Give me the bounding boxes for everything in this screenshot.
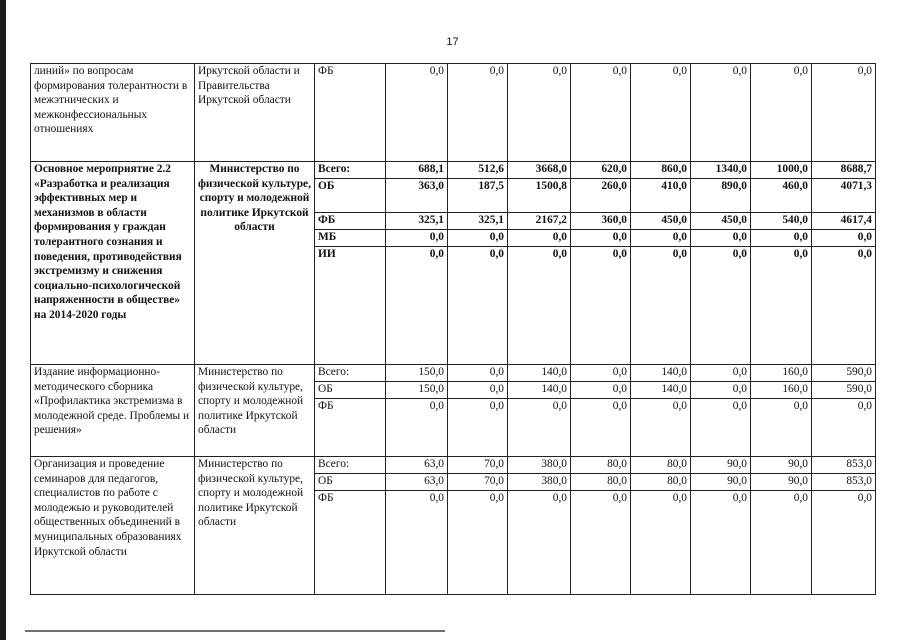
funding-source: ОБ: [315, 382, 386, 399]
year-value-cell: 0,0: [508, 491, 571, 595]
total-value-cell: 4617,4: [812, 213, 876, 230]
year-value-cell: 860,0: [631, 162, 691, 179]
year-value-cell: 380,0: [508, 474, 571, 491]
year-value-cell: 325,1: [386, 213, 448, 230]
year-value-cell: 0,0: [386, 399, 448, 457]
year-value-cell: 140,0: [631, 365, 691, 382]
table-row: [31, 365, 876, 382]
year-value-cell: 0,0: [448, 399, 508, 457]
event-executor: Министерство по физической культуре, спорту и молодежной политике Иркутской области: [195, 457, 315, 595]
event-executor: Министерство по физической культуре, спорту и молодежной политике Иркутской области: [195, 162, 315, 365]
year-value-cell: 90,0: [691, 457, 751, 474]
table-row: [31, 457, 876, 474]
table-row: [31, 162, 876, 179]
year-value-cell: 160,0: [751, 365, 812, 382]
year-value-cell: 0,0: [631, 399, 691, 457]
year-value-cell: 0,0: [571, 365, 631, 382]
funding-source: ФБ: [315, 64, 386, 162]
year-value-cell: 0,0: [691, 399, 751, 457]
event-description: линий» по вопросам формирования толерантности в межэтнических и межконфессиональных отношениях: [31, 64, 195, 162]
year-value-cell: 0,0: [691, 64, 751, 162]
year-value-cell: 0,0: [386, 491, 448, 595]
year-value-cell: 450,0: [691, 213, 751, 230]
total-value-cell: 0,0: [812, 230, 876, 247]
year-value-cell: 140,0: [508, 382, 571, 399]
year-value-cell: 0,0: [631, 491, 691, 595]
year-value-cell: 0,0: [571, 64, 631, 162]
year-value-cell: 1340,0: [691, 162, 751, 179]
year-value-cell: 150,0: [386, 382, 448, 399]
year-value-cell: 0,0: [751, 491, 812, 595]
funding-source: ОБ: [315, 474, 386, 491]
year-value-cell: 325,1: [448, 213, 508, 230]
year-value-cell: 0,0: [751, 64, 812, 162]
total-value-cell: 0,0: [812, 247, 876, 365]
year-value-cell: 0,0: [751, 247, 812, 365]
table-row: [31, 64, 876, 162]
total-value-cell: 0,0: [812, 399, 876, 457]
funding-source: ФБ: [315, 399, 386, 457]
year-value-cell: 0,0: [448, 365, 508, 382]
funding-source: Всего:: [315, 162, 386, 179]
year-value-cell: 0,0: [508, 64, 571, 162]
year-value-cell: 90,0: [691, 474, 751, 491]
year-value-cell: 80,0: [631, 457, 691, 474]
year-value-cell: 0,0: [691, 230, 751, 247]
budget-table: [30, 63, 876, 595]
year-value-cell: 540,0: [751, 213, 812, 230]
scan-edge-bar: [0, 0, 6, 640]
year-value-cell: 3668,0: [508, 162, 571, 179]
year-value-cell: 363,0: [386, 179, 448, 213]
year-value-cell: 0,0: [386, 247, 448, 365]
event-description: Основное мероприятие 2.2 «Разработка и реализация эффективных мер и механизмов в области формирования у граждан толерантного сознания и поведения, противодействия экстремизму и снижения социально-психологической напряженности в обществе» на 2014-2020 годы: [31, 162, 195, 365]
year-value-cell: 512,6: [448, 162, 508, 179]
year-value-cell: 1500,8: [508, 179, 571, 213]
total-value-cell: 853,0: [812, 457, 876, 474]
budget-table-body: [31, 64, 876, 595]
year-value-cell: 140,0: [631, 382, 691, 399]
year-value-cell: 410,0: [631, 179, 691, 213]
year-value-cell: 0,0: [691, 491, 751, 595]
year-value-cell: 0,0: [631, 64, 691, 162]
funding-source: МБ: [315, 230, 386, 247]
year-value-cell: 460,0: [751, 179, 812, 213]
year-value-cell: 0,0: [631, 230, 691, 247]
event-executor: Министерство по физической культуре, спорту и молодежной политике Иркутской области: [195, 365, 315, 457]
year-value-cell: 0,0: [751, 399, 812, 457]
year-value-cell: 80,0: [571, 457, 631, 474]
year-value-cell: 0,0: [386, 230, 448, 247]
event-description: Организация и проведение семинаров для педагогов, специалистов по работе с молодежью и руководителей общественных объединений в муниципальных образованиях Иркутской области: [31, 457, 195, 595]
year-value-cell: 160,0: [751, 382, 812, 399]
year-value-cell: 80,0: [571, 474, 631, 491]
funding-source: Всего:: [315, 457, 386, 474]
year-value-cell: 0,0: [751, 230, 812, 247]
year-value-cell: 0,0: [508, 247, 571, 365]
year-value-cell: 90,0: [751, 474, 812, 491]
year-value-cell: 187,5: [448, 179, 508, 213]
year-value-cell: 63,0: [386, 457, 448, 474]
year-value-cell: 0,0: [508, 230, 571, 247]
year-value-cell: 63,0: [386, 474, 448, 491]
year-value-cell: 0,0: [691, 382, 751, 399]
year-value-cell: 140,0: [508, 365, 571, 382]
year-value-cell: 380,0: [508, 457, 571, 474]
year-value-cell: 688,1: [386, 162, 448, 179]
year-value-cell: 890,0: [691, 179, 751, 213]
year-value-cell: 70,0: [448, 457, 508, 474]
year-value-cell: 360,0: [571, 213, 631, 230]
funding-source: ФБ: [315, 213, 386, 230]
total-value-cell: 0,0: [812, 64, 876, 162]
year-value-cell: 0,0: [508, 399, 571, 457]
year-value-cell: 260,0: [571, 179, 631, 213]
year-value-cell: 0,0: [571, 399, 631, 457]
year-value-cell: 0,0: [386, 64, 448, 162]
year-value-cell: 0,0: [448, 491, 508, 595]
year-value-cell: 0,0: [448, 382, 508, 399]
year-value-cell: 2167,2: [508, 213, 571, 230]
year-value-cell: 0,0: [448, 64, 508, 162]
total-value-cell: 8688,7: [812, 162, 876, 179]
event-description: Издание информационно-методического сборника «Профилактика экстремизма в молодежной среде. Проблемы и решения»: [31, 365, 195, 457]
year-value-cell: 620,0: [571, 162, 631, 179]
year-value-cell: 0,0: [691, 365, 751, 382]
year-value-cell: 80,0: [631, 474, 691, 491]
total-value-cell: 590,0: [812, 382, 876, 399]
total-value-cell: 0,0: [812, 491, 876, 595]
year-value-cell: 0,0: [448, 230, 508, 247]
year-value-cell: 450,0: [631, 213, 691, 230]
year-value-cell: 0,0: [571, 382, 631, 399]
year-value-cell: 0,0: [571, 247, 631, 365]
year-value-cell: 0,0: [448, 247, 508, 365]
year-value-cell: 70,0: [448, 474, 508, 491]
page-bottom-rule: [25, 630, 445, 632]
year-value-cell: 150,0: [386, 365, 448, 382]
year-value-cell: 0,0: [631, 247, 691, 365]
total-value-cell: 853,0: [812, 474, 876, 491]
year-value-cell: 0,0: [691, 247, 751, 365]
total-value-cell: 4071,3: [812, 179, 876, 213]
funding-source: Всего:: [315, 365, 386, 382]
funding-source: ОБ: [315, 179, 386, 213]
year-value-cell: 0,0: [571, 491, 631, 595]
funding-source: ФБ: [315, 491, 386, 595]
total-value-cell: 590,0: [812, 365, 876, 382]
year-value-cell: 1000,0: [751, 162, 812, 179]
year-value-cell: 90,0: [751, 457, 812, 474]
year-value-cell: 0,0: [571, 230, 631, 247]
funding-source: ИИ: [315, 247, 386, 365]
page-number: 17: [446, 36, 459, 48]
event-executor: Иркутской области и Правительства Иркутской области: [195, 64, 315, 162]
